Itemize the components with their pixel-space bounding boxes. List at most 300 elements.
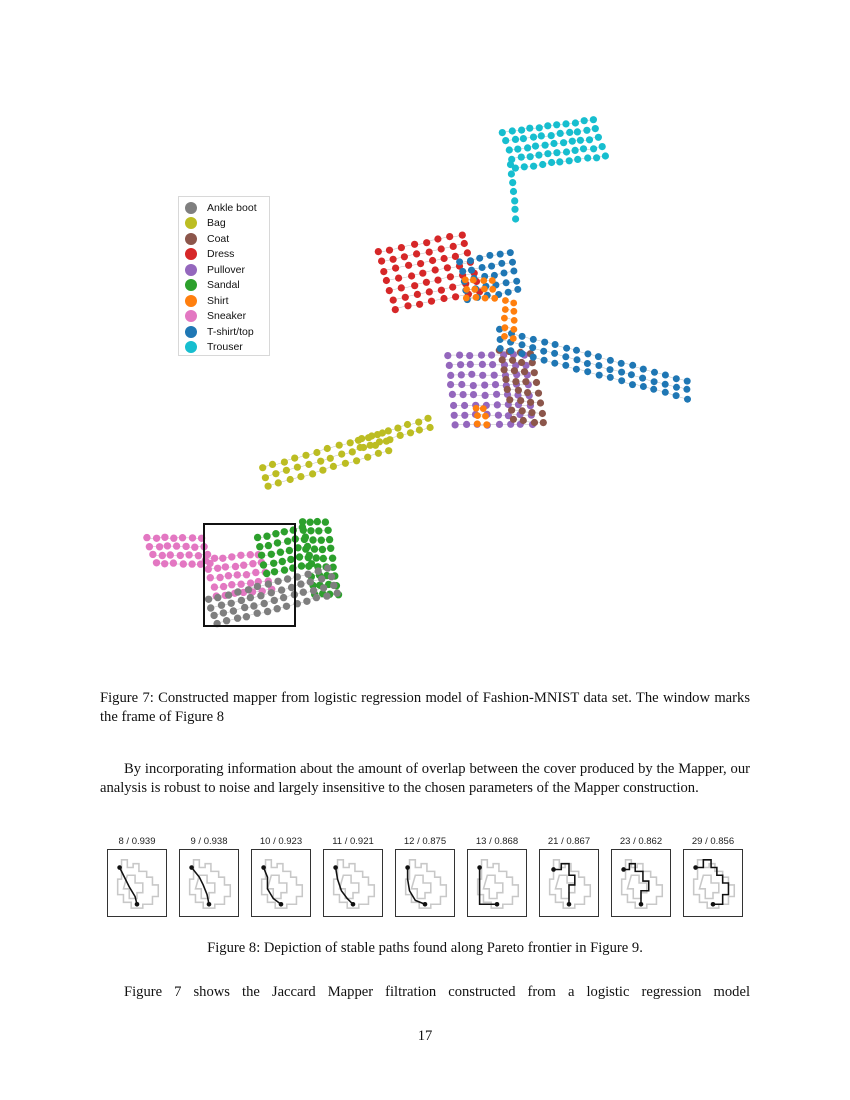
mapper-node — [461, 402, 468, 409]
mapper-node — [519, 333, 526, 340]
mapper-node — [427, 424, 434, 431]
figure8-panel — [251, 836, 311, 920]
mapper-node — [511, 317, 518, 324]
mapper-node — [260, 561, 267, 568]
mapper-node — [317, 458, 324, 465]
figure8-panel-label: 11 / 0.921 — [332, 836, 374, 847]
graph-outline — [550, 860, 591, 908]
mapper-node — [572, 147, 579, 154]
mapper-node — [447, 372, 454, 379]
mapper-node — [447, 381, 454, 388]
mapper-node — [530, 163, 537, 170]
mapper-node — [319, 467, 326, 474]
mapper-node — [451, 412, 458, 419]
path-endpoint — [279, 902, 284, 907]
mapper-node — [510, 416, 517, 423]
mapper-node — [529, 344, 536, 351]
mapper-node — [482, 392, 489, 399]
mapper-node — [329, 555, 336, 562]
mapper-node — [156, 543, 163, 550]
mapper-node — [220, 609, 227, 616]
mapper-node — [479, 361, 486, 368]
mapper-node — [512, 136, 519, 143]
mapper-node — [309, 536, 316, 543]
mapper-node — [191, 544, 198, 551]
mapper-node — [173, 542, 180, 549]
path-endpoint — [621, 867, 626, 872]
mapper-node — [234, 588, 241, 595]
stable-path-diagram — [612, 850, 670, 916]
mapper-node — [473, 405, 480, 412]
mapper-node — [426, 249, 433, 256]
mapper-node — [265, 542, 272, 549]
mapper-node — [494, 401, 501, 408]
path-endpoint — [351, 902, 356, 907]
figure8-panel-label: 12 / 0.875 — [403, 836, 447, 847]
path-endpoint — [405, 865, 410, 870]
mapper-node — [519, 350, 526, 357]
graph-outline — [123, 875, 142, 898]
mapper-node — [281, 566, 288, 573]
mapper-node — [386, 287, 393, 294]
mapper-node — [153, 559, 160, 566]
mapper-node — [240, 562, 247, 569]
mapper-node — [380, 268, 387, 275]
mapper-node — [306, 519, 313, 526]
mapper-node — [413, 250, 420, 257]
graph-outline — [627, 875, 646, 898]
mapper-node — [586, 136, 593, 143]
mapper-node — [274, 539, 281, 546]
graph-outline — [339, 875, 358, 898]
legend-marker-icon — [185, 202, 197, 214]
legend-item — [185, 309, 265, 325]
mapper-node — [283, 603, 290, 610]
mapper-node — [279, 558, 286, 565]
mapper-node — [291, 455, 298, 462]
mapper-node — [257, 592, 264, 599]
mapper-node — [280, 594, 287, 601]
mapper-node — [405, 262, 412, 269]
mapper-node — [536, 124, 543, 131]
mapper-node — [521, 368, 528, 375]
mapper-node — [599, 143, 606, 150]
mapper-node — [527, 399, 534, 406]
legend-marker-icon — [185, 264, 197, 276]
mapper-node — [444, 264, 451, 271]
mapper-node — [161, 534, 168, 541]
mapper-node — [539, 161, 546, 168]
figure8-panel — [107, 836, 167, 920]
mapper-node — [307, 578, 314, 585]
mapper-node — [247, 579, 254, 586]
mapper-node — [143, 534, 150, 541]
mapper-node — [502, 306, 509, 313]
path-endpoint — [423, 902, 428, 907]
mapper-node — [458, 381, 465, 388]
mapper-node — [459, 232, 466, 239]
mapper-node — [214, 594, 221, 601]
mapper-node — [414, 291, 421, 298]
mapper-node — [390, 297, 397, 304]
mapper-node — [548, 132, 555, 139]
mapper-node — [149, 551, 156, 558]
mapper-node — [334, 589, 341, 596]
mapper-node — [573, 347, 580, 354]
mapper-node — [440, 295, 447, 302]
mapper-node — [510, 188, 517, 195]
mapper-node — [470, 382, 477, 389]
mapper-node — [177, 552, 184, 559]
mapper-node — [538, 132, 545, 139]
mapper-node — [159, 552, 166, 559]
legend-item — [185, 324, 265, 340]
page-number: 17 — [417, 1028, 433, 1044]
mapper-node — [228, 553, 235, 560]
mapper-node — [398, 284, 405, 291]
mapper-node — [553, 149, 560, 156]
figure8-panel-frame — [467, 849, 527, 917]
mapper-node — [483, 421, 490, 428]
mapper-node — [501, 270, 508, 277]
mapper-node — [651, 369, 658, 376]
mapper-node — [562, 120, 569, 127]
mapper-node — [272, 530, 279, 537]
mapper-node — [167, 551, 174, 558]
mapper-node — [263, 533, 270, 540]
mapper-node — [323, 592, 330, 599]
path-endpoint — [207, 902, 212, 907]
mapper-node — [508, 407, 515, 414]
mapper-node — [446, 233, 453, 240]
legend-label: Trouser — [207, 341, 243, 354]
figure8-panel — [179, 836, 239, 920]
mapper-node — [489, 286, 496, 293]
mapper-node — [459, 268, 466, 275]
graph-outline — [406, 860, 447, 908]
mapper-node — [503, 279, 510, 286]
mapper-node — [497, 345, 504, 352]
mapper-node — [417, 260, 424, 267]
legend-marker-icon — [185, 217, 197, 229]
mapper-node — [502, 376, 509, 383]
mapper-node — [383, 277, 390, 284]
mapper-node — [527, 153, 534, 160]
mapper-node — [284, 538, 291, 545]
mapper-node — [512, 215, 519, 222]
mapper-node — [514, 286, 521, 293]
mapper-node — [492, 381, 499, 388]
mapper-node — [357, 444, 364, 451]
mapper-node — [474, 412, 481, 419]
mapper-node — [275, 479, 282, 486]
mapper-node — [211, 583, 218, 590]
mapper-node — [324, 527, 331, 534]
legend-item — [185, 278, 265, 294]
mapper-node — [519, 407, 526, 414]
mapper-node — [394, 425, 401, 432]
mapper-node — [548, 159, 555, 166]
mapper-node — [426, 288, 433, 295]
mapper-node — [574, 156, 581, 163]
mapper-node — [563, 345, 570, 352]
mapper-node — [488, 352, 495, 359]
mapper-node — [482, 295, 489, 302]
mapper-node — [254, 534, 261, 541]
mapper-node — [262, 474, 269, 481]
mapper-node — [471, 286, 478, 293]
figure8-panel-frame — [323, 849, 383, 917]
mapper-node — [314, 518, 321, 525]
mapper-node — [397, 432, 404, 439]
legend-item — [185, 231, 265, 247]
mapper-node — [218, 602, 225, 609]
path-endpoint — [711, 902, 716, 907]
mapper-node — [590, 116, 597, 123]
mapper-node — [553, 121, 560, 128]
mapper-node — [456, 352, 463, 359]
mapper-node — [319, 546, 326, 553]
figure8-panel-label: 23 / 0.862 — [619, 836, 663, 847]
mapper-node — [438, 245, 445, 252]
mapper-node — [269, 461, 276, 468]
mapper-node — [347, 439, 354, 446]
mapper-node — [502, 297, 509, 304]
mapper-node — [629, 381, 636, 388]
mapper-node — [504, 386, 511, 393]
mapper-node — [497, 251, 504, 258]
mapper-node — [461, 240, 468, 247]
legend-label: Sandal — [207, 279, 240, 292]
mapper-node — [307, 527, 314, 534]
mapper-node — [566, 157, 573, 164]
mapper-node — [237, 552, 244, 559]
mapper-node — [520, 417, 527, 424]
legend-label: Shirt — [207, 294, 229, 307]
mapper-nodes — [143, 116, 691, 627]
mapper-node — [299, 518, 306, 525]
mapper-node — [544, 150, 551, 157]
mapper-node — [326, 536, 333, 543]
mapper-node — [562, 353, 569, 360]
legend-label: Bag — [207, 217, 226, 230]
mapper-node — [256, 543, 263, 550]
mapper-node — [185, 551, 192, 558]
mapper-node — [481, 382, 488, 389]
mapper-node — [207, 574, 214, 581]
path-endpoint — [261, 865, 266, 870]
legend-marker-icon — [185, 233, 197, 245]
figure8-panel-frame — [395, 849, 455, 917]
legend-label: Ankle boot — [207, 201, 257, 214]
mapper-node — [219, 555, 226, 562]
graph-outline — [483, 875, 502, 898]
mapper-node — [268, 551, 275, 558]
mapper-node — [225, 591, 232, 598]
figure8-panel-label: 8 / 0.939 — [118, 836, 156, 847]
mapper-node — [261, 600, 268, 607]
mapper-node — [495, 412, 502, 419]
mapper-node — [300, 527, 307, 534]
mapper-node — [511, 326, 518, 333]
path-endpoint — [567, 902, 572, 907]
mapper-node — [491, 372, 498, 379]
mapper-node — [349, 448, 356, 455]
mapper-node — [519, 341, 526, 348]
mapper-node — [511, 308, 518, 315]
mapper-node — [491, 295, 498, 302]
mapper-node — [386, 247, 393, 254]
figure8-panel — [395, 836, 455, 920]
mapper-node — [584, 154, 591, 161]
mapper-node — [510, 268, 517, 275]
graph-outline — [411, 875, 430, 898]
mapper-node — [274, 578, 281, 585]
mapper-node — [318, 537, 325, 544]
mapper-node — [507, 249, 514, 256]
graph-outline — [622, 860, 663, 908]
figure8-panel-label: 10 / 0.923 — [259, 836, 303, 847]
figure8-panel-label: 21 / 0.867 — [547, 836, 591, 847]
mapper-node — [607, 374, 614, 381]
mapper-node — [461, 412, 468, 419]
mapper-node — [464, 249, 471, 256]
mapper-node — [499, 356, 506, 363]
mapper-node — [569, 138, 576, 145]
mapper-node — [531, 369, 538, 376]
mapper-node — [315, 527, 322, 534]
path-endpoint — [639, 902, 644, 907]
mapper-node — [336, 442, 343, 449]
mapper-node — [300, 589, 307, 596]
mapper-node — [207, 604, 214, 611]
mapper-node — [584, 350, 591, 357]
mapper-node — [502, 137, 509, 144]
mapper-node — [650, 386, 657, 393]
mapper-node — [595, 353, 602, 360]
mapper-node — [378, 258, 385, 265]
mapper-node — [330, 463, 337, 470]
mapper-node — [662, 372, 669, 379]
mapper-node — [247, 594, 254, 601]
legend-item — [185, 293, 265, 309]
mapper-node — [411, 282, 418, 289]
mapper-node — [328, 573, 335, 580]
mapper-node — [683, 386, 690, 393]
mapper-node — [250, 602, 257, 609]
legend-label: Sneaker — [207, 310, 247, 323]
mapper-node — [501, 315, 508, 322]
path-endpoint — [189, 865, 194, 870]
mapper-node — [303, 598, 310, 605]
path-endpoint — [135, 902, 140, 907]
mapper-node — [302, 452, 309, 459]
graph-outline — [118, 860, 159, 908]
mapper-node — [486, 252, 493, 259]
mapper-node — [452, 421, 459, 428]
mapper-node — [640, 366, 647, 373]
mapper-node — [595, 134, 602, 141]
mapper-node — [411, 241, 418, 248]
mapper-node — [528, 409, 535, 416]
mapper-node — [618, 360, 625, 367]
mapper-node — [498, 260, 505, 267]
mapper-node — [452, 293, 459, 300]
mapper-node — [286, 547, 293, 554]
mapper-node — [404, 302, 411, 309]
mapper-node — [313, 554, 320, 561]
mapper-node — [434, 277, 441, 284]
legend-label: T-shirt/top — [207, 325, 254, 338]
mapper-node — [294, 464, 301, 471]
mapper-node — [596, 372, 603, 379]
legend-marker-icon — [185, 326, 197, 338]
mapper-node — [566, 129, 573, 136]
mapper-node — [517, 397, 524, 404]
figure8-panel — [539, 836, 599, 920]
mapper-node — [489, 361, 496, 368]
stable-path — [696, 860, 729, 904]
mapper-node — [468, 371, 475, 378]
mapper-node — [460, 391, 467, 398]
mapper-node — [463, 421, 470, 428]
graph-outline — [478, 860, 519, 908]
mapper-node — [365, 434, 372, 441]
mapper-node — [476, 255, 483, 262]
mapper-node — [552, 341, 559, 348]
mapper-node — [467, 257, 474, 264]
mapper-node — [214, 565, 221, 572]
mapper-node — [243, 613, 250, 620]
mapper-node — [542, 142, 549, 149]
figure8-panel-frame — [683, 849, 743, 917]
mapper-node — [254, 583, 261, 590]
mapper-node — [428, 298, 435, 305]
path-endpoint — [495, 902, 500, 907]
mapper-node — [271, 568, 278, 575]
mapper-node — [188, 560, 195, 567]
mapper-node — [302, 545, 309, 552]
mapper-node — [281, 528, 288, 535]
mapper-node — [673, 392, 680, 399]
stable-path-diagram — [396, 850, 454, 916]
mapper-node — [238, 597, 245, 604]
mapper-node — [390, 256, 397, 263]
mapper-node — [580, 145, 587, 152]
mapper-node — [320, 555, 327, 562]
mapper-node — [446, 362, 453, 369]
mapper-node — [179, 534, 186, 541]
mapper-node — [466, 352, 473, 359]
mapper-node — [298, 562, 305, 569]
mapper-node — [506, 146, 513, 153]
mapper-node — [423, 279, 430, 286]
mapper-node — [398, 244, 405, 251]
mapper-node — [463, 286, 470, 293]
legend-marker-icon — [185, 341, 197, 353]
mapper-node — [524, 144, 531, 151]
graph-outline — [699, 875, 718, 898]
mapper-node — [526, 125, 533, 132]
mapper-node — [662, 381, 669, 388]
mapper-node — [509, 259, 516, 266]
mapper-node — [353, 457, 360, 464]
mapper-node — [164, 542, 171, 549]
figure8-panel-frame — [179, 849, 239, 917]
mapper-node — [205, 566, 212, 573]
mapper-node — [364, 454, 371, 461]
mapper-node — [530, 134, 537, 141]
